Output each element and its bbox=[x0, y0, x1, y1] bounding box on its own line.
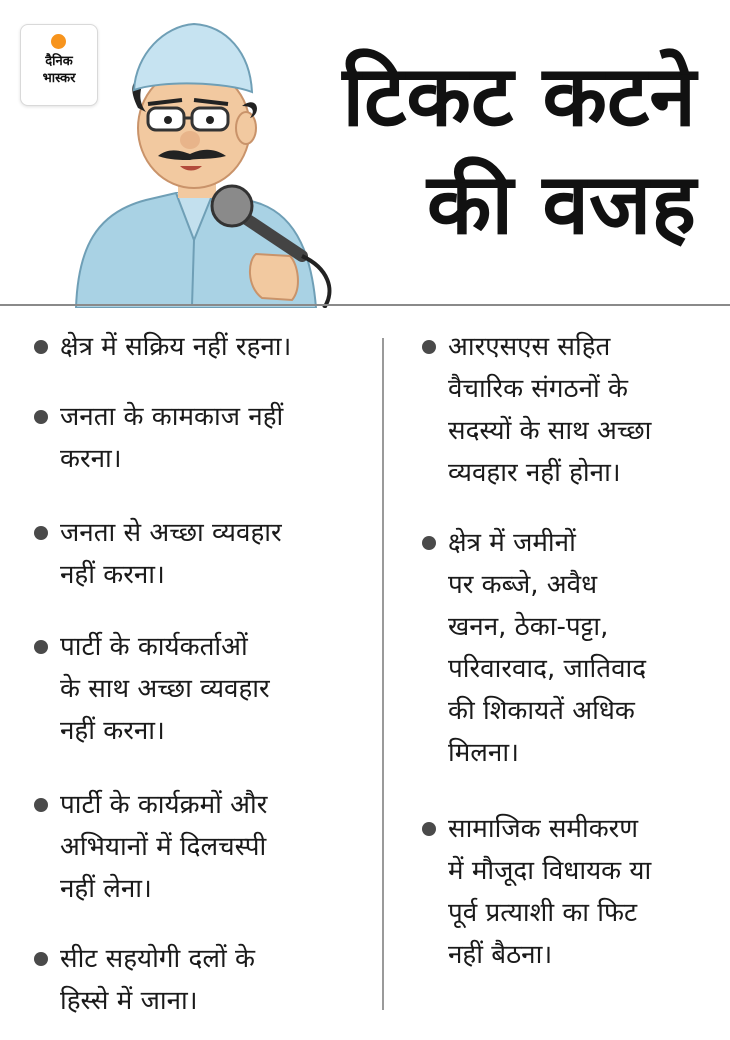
bullet-icon bbox=[34, 640, 48, 654]
list-item-text: पार्टी के कार्यकर्ताओं के साथ अच्छा व्यवहार नहीं करना। bbox=[60, 632, 270, 746]
horizontal-divider bbox=[0, 304, 730, 306]
politician-illustration bbox=[66, 8, 356, 308]
list-item-text: सामाजिक समीकरण में मौजूदा विधायक या पूर्व प्रत्याशी का फिट नहीं बैठना। bbox=[448, 814, 652, 970]
list-item-text: सीट सहयोगी दलों के हिस्से में जाना। bbox=[60, 944, 255, 1016]
page-title bbox=[342, 42, 696, 258]
list-item bbox=[418, 808, 651, 976]
list-item bbox=[30, 396, 283, 480]
bullet-icon bbox=[422, 340, 436, 354]
bullet-icon bbox=[34, 340, 48, 354]
list-item bbox=[418, 326, 651, 494]
list-item-text: जनता से अच्छा व्यवहार नहीं करना। bbox=[60, 518, 282, 590]
bullet-icon bbox=[34, 410, 48, 424]
list-item bbox=[418, 522, 646, 774]
list-item bbox=[30, 938, 255, 1022]
bullet-icon bbox=[34, 798, 48, 812]
list-item-text: क्षेत्र में जमीनों पर कब्जे, अवैध खनन, ठेका-पट्टा, परिवारवाद, जातिवाद की शिकायतें अधिक मिलना। bbox=[448, 528, 647, 768]
list-item-text: जनता के कामकाज नहीं करना। bbox=[60, 402, 284, 474]
list-item-text: पार्टी के कार्यक्रमों और अभियानों में दिलचस्पी नहीं लेना। bbox=[60, 790, 268, 904]
list-item bbox=[30, 512, 282, 596]
title-line-1: टिकट कटने bbox=[342, 47, 696, 145]
list-item bbox=[30, 626, 270, 752]
bullet-icon bbox=[422, 822, 436, 836]
sun-icon bbox=[51, 34, 66, 49]
bullet-icon bbox=[422, 536, 436, 550]
list-item-text: क्षेत्र में सक्रिय नहीं रहना। bbox=[60, 332, 292, 362]
vertical-divider bbox=[382, 338, 384, 1010]
title-line-2: की वजह bbox=[426, 155, 696, 253]
logo-line-1: दैनिक bbox=[45, 54, 73, 69]
bullet-icon bbox=[34, 952, 48, 966]
list-item bbox=[30, 784, 267, 910]
list-item bbox=[30, 326, 291, 368]
list-item-text: आरएसएस सहित वैचारिक संगठनों के सदस्यों के साथ अच्छा व्यवहार नहीं होना। bbox=[448, 332, 652, 488]
bullet-icon bbox=[34, 526, 48, 540]
logo-line-2: भास्कर bbox=[42, 71, 76, 86]
